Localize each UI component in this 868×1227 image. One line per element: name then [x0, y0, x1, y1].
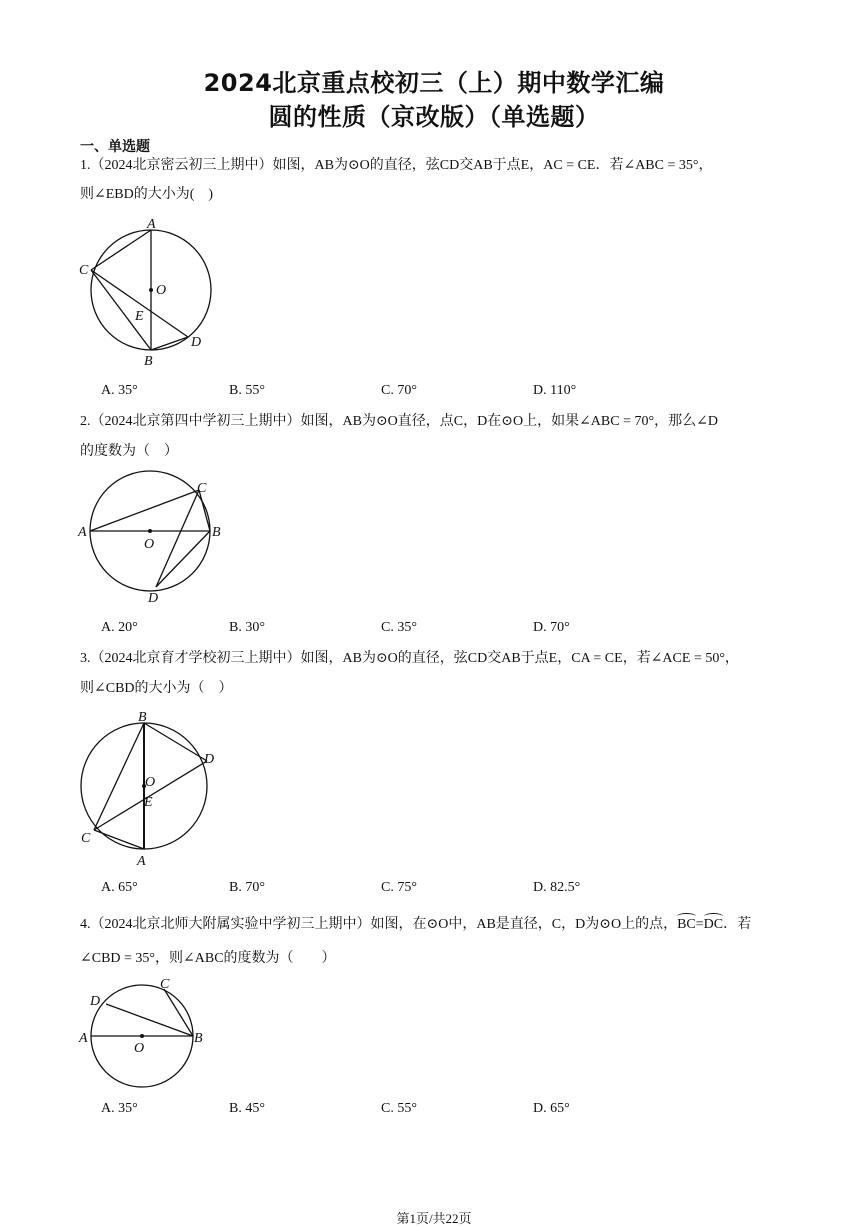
point-label: D	[204, 752, 215, 767]
option-a[interactable]: A. 35°	[101, 383, 138, 398]
arc-bc: BC	[677, 917, 696, 932]
question-4-text-post: ．若	[723, 917, 752, 932]
point-label: D	[191, 335, 202, 350]
question-2-text: 2.（2024北京第四中学初三上期中）如图，AB为⊙O直径，点C，D在⊙O上，如果∠ABC = 70°，那么∠D	[80, 414, 718, 429]
option-a[interactable]: A. 65°	[101, 880, 138, 895]
question-3-text-line2: 则∠CBD的大小为（ ）	[80, 681, 233, 696]
point-label: A	[79, 1031, 88, 1046]
point-label: B	[194, 1031, 203, 1046]
point-label: A	[137, 854, 146, 868]
question-1-text-line2: 则∠EBD的大小为( )	[80, 187, 214, 202]
option-c[interactable]: C. 70°	[381, 383, 417, 398]
option-b[interactable]: B. 70°	[229, 880, 265, 895]
section-heading: 一、单选题	[80, 139, 150, 155]
arc-dc: DC	[703, 917, 724, 932]
point-label: O	[134, 1041, 145, 1056]
equals-sign: =	[695, 917, 704, 932]
point-label: E	[144, 795, 153, 810]
point-label: B	[138, 710, 147, 725]
point-label: A	[78, 525, 87, 540]
option-a[interactable]: A. 35°	[101, 1101, 138, 1116]
option-a[interactable]: A. 20°	[101, 620, 138, 635]
point-label: O	[156, 283, 167, 298]
point-label: E	[135, 309, 144, 324]
doc-title-line1: 2024北京重点校初三（上）期中数学汇编	[203, 69, 665, 97]
point-label: O	[144, 537, 155, 552]
option-d[interactable]: D. 110°	[533, 383, 577, 398]
option-d[interactable]: D. 65°	[533, 1101, 570, 1116]
question-1-text: 1.（2024北京密云初三上期中）如图，AB为⊙O的直径，弦CD交AB于点E，AC = CE．若∠ABC = 35°，	[80, 158, 713, 173]
question-4-text	[80, 916, 792, 934]
option-b[interactable]: B. 55°	[229, 383, 265, 398]
question-2-text-line2: 的度数为（ ）	[80, 444, 178, 459]
option-b[interactable]: B. 45°	[229, 1101, 265, 1116]
point-label: C	[160, 977, 170, 992]
point-label: C	[197, 481, 207, 496]
point-label: C	[79, 263, 89, 278]
page-footer: 第1页/共22页	[396, 1211, 472, 1226]
point-label: O	[145, 775, 156, 790]
option-d[interactable]: D. 70°	[533, 620, 570, 635]
option-d[interactable]: D. 82.5°	[533, 880, 581, 895]
option-b[interactable]: B. 30°	[229, 620, 265, 635]
question-1-figure	[76, 212, 226, 374]
point-label: C	[81, 831, 91, 846]
doc-title-line2: 圆的性质（京改版）（单选题）	[268, 103, 600, 131]
question-2-figure	[76, 470, 230, 610]
point-label: B	[212, 525, 221, 540]
question-4-figure	[76, 972, 226, 1092]
question-3-figure	[76, 706, 226, 868]
point-label: D	[148, 591, 159, 606]
question-4-text-line2: ∠CBD = 35°，则∠ABC的度数为（ ）	[80, 951, 336, 966]
option-c[interactable]: C. 75°	[381, 880, 417, 895]
question-3-text: 3.（2024北京育才学校初三上期中）如图，AB为⊙O的直径，弦CD交AB于点E，CA = CE，若∠ACE = 50°，	[80, 651, 739, 666]
option-c[interactable]: C. 35°	[381, 620, 417, 635]
point-label: B	[144, 354, 153, 369]
option-c[interactable]: C. 55°	[381, 1101, 417, 1116]
question-4-text-pre: 4.（2024北京北师大附属实验中学初三上期中）如图，在⊙O中，AB是直径，C，D为⊙O上的点，	[80, 917, 678, 932]
point-label: D	[90, 994, 101, 1009]
point-label: A	[147, 217, 156, 232]
